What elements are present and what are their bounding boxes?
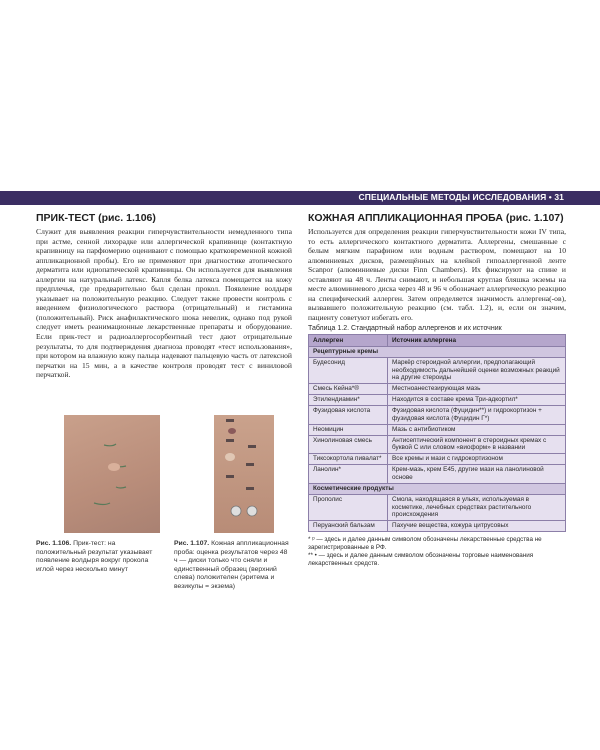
table-cell: Маркёр стероидной аллергии, предполагающий необходимость дальнейшей оценки возможных реакций на другие стероиды <box>388 358 566 384</box>
table-cell: Фузидовая кислота (Фуцидин**) и гидрокортизон + фузидовая кислота (Фуцидин Г*) <box>388 406 566 425</box>
prick-test-marks <box>64 415 160 533</box>
table-cell: Местноанестезирующая мазь <box>388 384 566 395</box>
table-cell: Этилендиамин* <box>309 395 388 406</box>
table-cell: Ланолин* <box>309 465 388 484</box>
table-cell: Смесь Кейна*® <box>309 384 388 395</box>
table-cell: Находится в составе крема Три-адкортил* <box>388 395 566 406</box>
figure-1-106-text: Прик-тест: на положительный результат указывает появление волдыря вокруг прокола иглой через несколько минут <box>36 540 153 573</box>
table-section-prescription: Рецептурные кремы <box>309 347 566 358</box>
table-cell: Смола, находящаяся в ульях, используемая в косметике, лечебных средствах растительного происхождения <box>388 494 566 520</box>
allergen-table <box>308 334 566 531</box>
figure-1-107-text: Кожная аппликационная проба: оценка результатов через 48 ч — диски только что сняли и единственный образец (верхний слева) положителен (эритема и везикулы = экзема) <box>174 540 289 590</box>
table-cell: Перуанский бальзам <box>309 520 388 531</box>
table-header-row <box>309 335 566 347</box>
table-cell: Пахучие вещества, кожура цитрусовых <box>388 520 566 531</box>
table-row <box>309 358 566 384</box>
figure-1-107-caption <box>174 540 290 592</box>
table-cell: Хинолиновая смесь <box>309 435 388 454</box>
section-header-title: СПЕЦИАЛЬНЫЕ МЕТОДЫ ИССЛЕДОВАНИЯ • 31 <box>358 192 564 202</box>
patch-test-photo <box>214 415 274 533</box>
table-section-row <box>309 483 566 494</box>
table-note-2: ** • — здесь и далее данным символом обозначены торговые наименования лекарственных средств. <box>308 551 534 567</box>
table-cell: Прополис <box>309 494 388 520</box>
table-row <box>309 465 566 484</box>
left-column <box>36 212 292 380</box>
figure-1-107-label: Рис. 1.107. <box>174 540 210 547</box>
table-note-1: * ᵖ — здесь и далее данным символом обозначены лекарственные средства не зарегистрированные в РФ. <box>308 535 542 551</box>
table-cell: Крем-мазь, крем E45, другие мази на ланолиновой основе <box>388 465 566 484</box>
patch-test-title: КОЖНАЯ АППЛИКАЦИОННАЯ ПРОБА (рис. 1.107) <box>308 212 564 224</box>
table-cell: Тиксокортола пивалат* <box>309 454 388 465</box>
patch-test-body: Используется для определения реакции гиперчувствительности кожи IV типа, то есть аллергического контактного дерматита. Аллергены, смешанные с белым мягким парафином или водным раствором, помещают на 10 алюминиевых дисков, размещённых на клейкой гипоаллергенной ленте Scanpor (алюминиевые диски Finn Chambers). Их фиксируют на спине и оставляют на 48 ч. Ленты снимают, и небольшая круглая бляшка экземы на месте алюминиевого диска через 48 и 96 ч обозначает аллергическую реакцию на специфический аллерген. Затем определяется значимость аллергена(-ов), вызвавшего положительную реакцию (см. табл. 1.2), и, если он значим, пациенту советуют избегать его. <box>308 227 566 322</box>
prick-test-photo <box>64 415 160 533</box>
figures <box>36 415 292 535</box>
table-row <box>309 424 566 435</box>
figure-1-106-caption <box>36 540 164 574</box>
table-cell: Все кремы и мази с гидрокортизоном <box>388 454 566 465</box>
prick-test-title: ПРИК-ТЕСТ (рис. 1.106) <box>36 212 156 224</box>
table-cell: Фузидовая кислота <box>309 406 388 425</box>
table-header-allergen: Аллерген <box>309 335 388 347</box>
table-header-source: Источник аллергена <box>388 335 566 347</box>
table-row <box>309 406 566 425</box>
table-row <box>309 395 566 406</box>
right-column <box>308 212 566 568</box>
table-row <box>309 435 566 454</box>
table-section-cosmetics: Косметические продукты <box>309 483 566 494</box>
table-notes <box>308 536 566 568</box>
table-row <box>309 384 566 395</box>
table-row <box>309 454 566 465</box>
section-header-band <box>0 191 600 205</box>
table-row <box>309 494 566 520</box>
prick-test-body: Служит для выявления реакции гиперчувствительности немедленного типа при астме, сенной лихорадке или аллергической крапивнице (контактную крапивницу на парфюмерию оценивают с помощью кратковременной кожной аппликационной пробы). Его не применяют при диагностике атопического дерматита или идиопатической крапивницы. Он используется для выявления аллергии на натуральный латекс. Капля белка латекса помещается на кожу предплечья, где предварительно был сделан прокол. Появление волдыря указывает на положительную реакцию. Следует также провести контроль с введением физиологического раствора (отрицательный) и гистамина (положительный). Риск анафилактического шока невелик, однако под рукой следует иметь реанимационные лекарственные препараты и оборудование. Если прик-тест и радиоаллергосорбентный тест дают отрицательные результаты, то для подтверждения диагноза проводят «тест использования», при котором на влажную кожу пальца надевают пальцевую часть от латексной перчатки на 15 мин, а в качестве контроля проводят тест с виниловой перчаткой. <box>36 227 292 380</box>
table-row <box>309 520 566 531</box>
table-cell: Мазь с антибиотиком <box>388 424 566 435</box>
table-title: Таблица 1.2. Стандартный набор аллергенов и их источник <box>308 325 502 333</box>
patch-test-discs <box>214 415 274 533</box>
figure-1-106-label: Рис. 1.106. <box>36 540 72 547</box>
table-cell: Антисептический компонент в стероидных кремах с буквой С или словом «виоформ» в названии <box>388 435 566 454</box>
table-section-row <box>309 347 566 358</box>
table-cell: Неомицин <box>309 424 388 435</box>
table-cell: Будесонид <box>309 358 388 384</box>
